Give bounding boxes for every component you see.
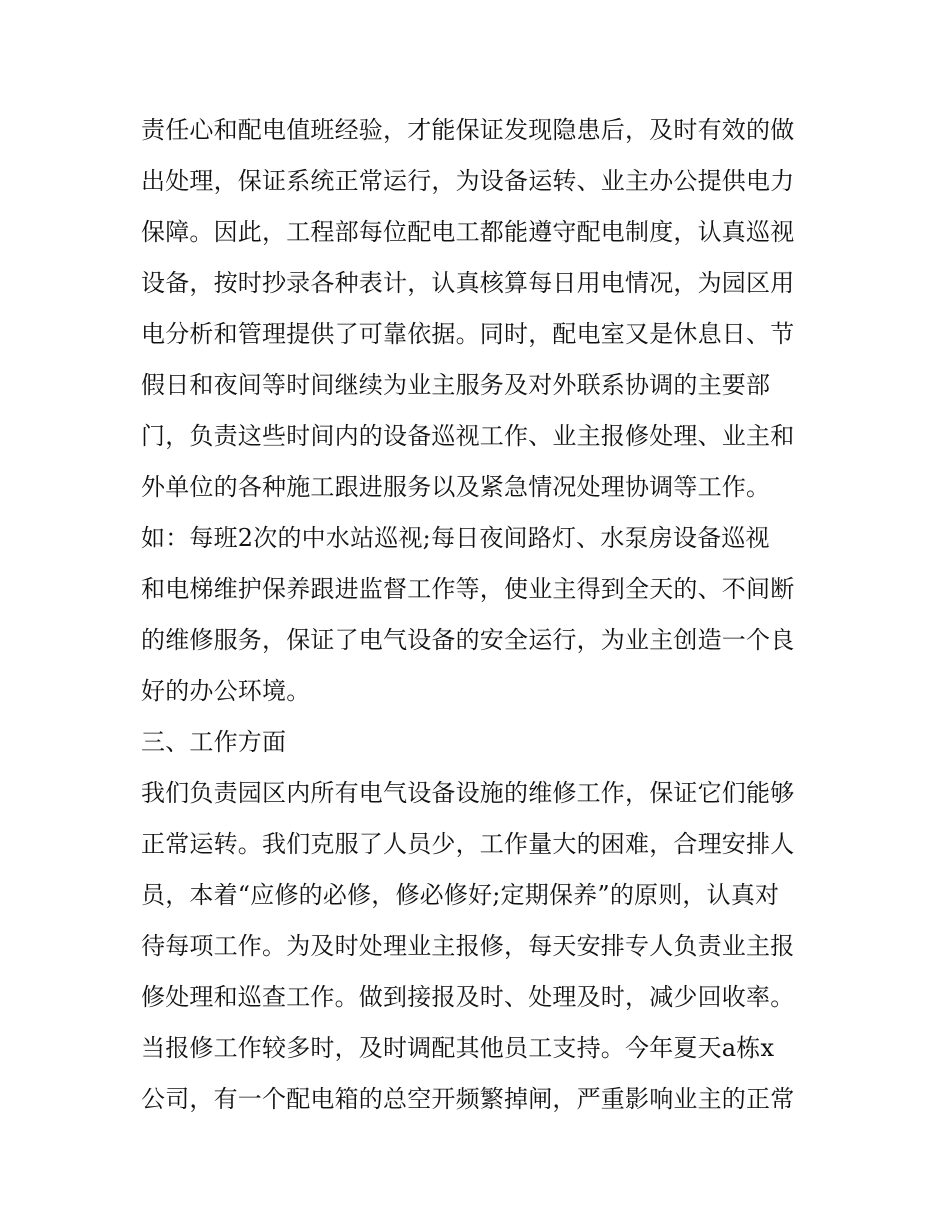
text-line: 当报修工作较多时，及时调配其他员工支持。今年夏天a栋x bbox=[141, 1034, 775, 1062]
text-line: 保障。因此，工程部每位配电工都能遵守配电制度，认真巡视 bbox=[141, 218, 795, 246]
text-line: 如：每班2次的中水站巡视;每日夜间路灯、水泵房设备巡视 bbox=[141, 524, 770, 552]
text-line: 电分析和管理提供了可靠依据。同时，配电室又是休息日、节 bbox=[141, 320, 795, 348]
text-line: 外单位的各种施工跟进服务以及紧急情况处理协调等工作。 bbox=[141, 473, 771, 501]
text-line: 和电梯维护保养跟进监督工作等，使业主得到全天的、不间断 bbox=[141, 575, 795, 603]
text-line: 待每项工作。为及时处理业主报修，每天安排专人负责业主报 bbox=[141, 932, 795, 960]
text-line: 门，负责这些时间内的设备巡视工作、业主报修处理、业主和 bbox=[141, 422, 795, 450]
text-line: 员，本着“应修的必修，修必修好;定期保养”的原则，认真对 bbox=[141, 881, 780, 909]
text-line: 我们负责园区内所有电气设备设施的维修工作，保证它们能够 bbox=[141, 779, 795, 807]
text-line: 修处理和巡查工作。做到接报及时、处理及时，减少回收率。 bbox=[141, 983, 795, 1011]
text-line: 好的办公环境。 bbox=[141, 677, 311, 705]
text-line: 责任心和配电值班经验，才能保证发现隐患后，及时有效的做 bbox=[141, 116, 795, 144]
text-line: 假日和夜间等时间继续为业主服务及对外联系协调的主要部 bbox=[141, 371, 771, 399]
text-line: 正常运转。我们克服了人员少，工作量大的困难，合理安排人 bbox=[141, 830, 795, 858]
text-line: 出处理，保证系统正常运行，为设备运转、业主办公提供电力 bbox=[141, 167, 795, 195]
section-heading: 三、工作方面 bbox=[141, 728, 287, 756]
text-line: 公司，有一个配电箱的总空开频繁掉闸，严重影响业主的正常 bbox=[141, 1085, 795, 1113]
document-body bbox=[141, 107, 821, 1127]
text-line: 的维修服务，保证了电气设备的安全运行，为业主创造一个良 bbox=[141, 626, 795, 654]
text-line: 设备，按时抄录各种表计，认真核算每日用电情况，为园区用 bbox=[141, 269, 795, 297]
